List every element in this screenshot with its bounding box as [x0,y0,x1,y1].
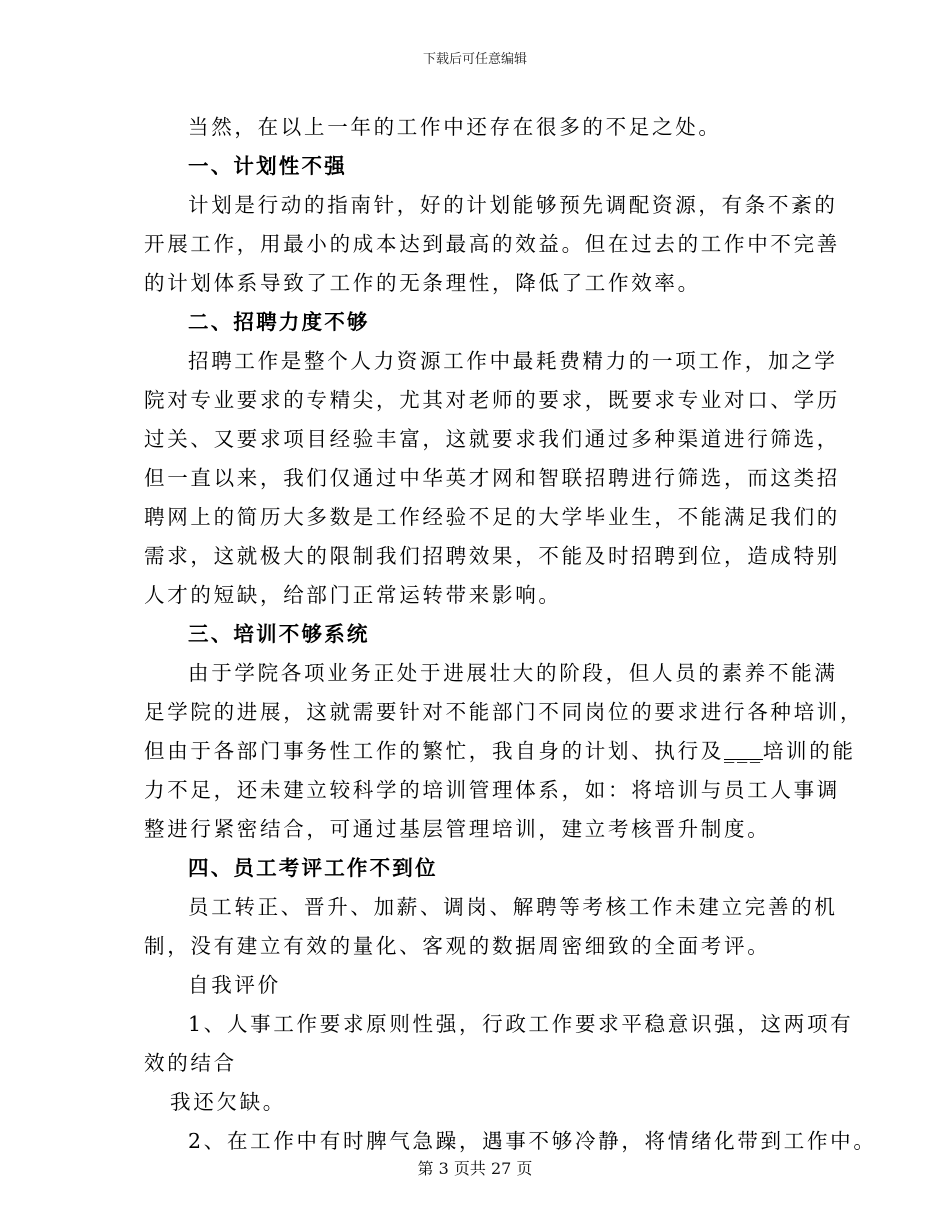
paragraph-line-with-blank [144,732,856,771]
section-heading: 二、招聘力度不够 [188,310,370,334]
page-number: 第 3 页共 27 页 [417,1159,533,1178]
paragraph-line: 我还欠缺。 [170,1090,286,1114]
paragraph-line: 但一直以来，我们仅通过中华英才网和智联招聘进行筛选，而这类招 [144,466,840,490]
subsection-label: 自我评价 [188,973,281,997]
section-heading: 三、培训不够系统 [188,622,370,646]
paragraph-line: 聘网上的简历大多数是工作经验不足的大学毕业生，不能满足我们的 [144,505,840,529]
section-heading: 四、员工考评工作不到位 [188,856,438,880]
paragraph-line: 效的结合 [144,1051,237,1075]
paragraph-line: 计划是行动的指南针，好的计划能够预先调配资源，有条不紊的 [188,193,838,217]
paragraph-line: 当然，在以上一年的工作中还存在很多的不足之处。 [188,115,722,139]
line-text-before-blank: 但由于各部门事务性工作的繁忙，我自身的计划、执行及 [144,739,724,763]
document-body [144,108,877,1161]
paragraph-line: 足学院的进展，这就需要针对不能部门不同岗位的要求进行各种培训， [144,700,864,724]
paragraph-line: 力不足，还未建立较科学的培训管理体系，如：将培训与员工人事调 [144,778,840,802]
section-heading: 一、计划性不强 [188,154,347,178]
paragraph-line: 需求，这就极大的限制我们招聘效果，不能及时招聘到位，造成特别 [144,544,840,568]
paragraph-line: 的计划体系导致了工作的无条理性，降低了工作效率。 [144,271,701,295]
paragraph-line: 员工转正、晋升、加薪、调岗、解聘等考核工作未建立完善的机 [188,895,838,919]
page-header-note: 下载后可任意编辑 [422,52,527,67]
paragraph-line: 过关、又要求项目经验丰富，这就要求我们通过多种渠道进行筛选， [144,427,840,451]
paragraph-line: 院对专业要求的专精尖，尤其对老师的要求，既要求专业对口、学历 [144,388,840,412]
paragraph-line: 由于学院各项业务正处于进展壮大的阶段，但人员的素养不能满 [188,661,838,685]
paragraph-line: 人才的短缺，给部门正常运转带来影响。 [144,583,562,607]
paragraph-line: 制，没有建立有效的量化、客观的数据周密细致的全面考评。 [144,934,771,958]
line-text-after-blank: 培训的能 [762,739,856,763]
paragraph-line: 2、在工作中有时脾气急躁，遇事不够冷静，将情绪化带到工作中。 [188,1129,877,1153]
paragraph-line: 开展工作，用最小的成本达到最高的效益。但在过去的工作中不完善 [144,232,840,256]
paragraph-line: 整进行紧密结合，可通过基层管理培训，建立考核晋升制度。 [144,817,771,841]
paragraph-line: 招聘工作是整个人力资源工作中最耗费精力的一项工作，加之学 [188,349,838,373]
fill-in-blank: ___ [724,739,763,763]
paragraph-line: 1、人事工作要求原则性强，行政工作要求平稳意识强，这两项有 [188,1012,854,1036]
